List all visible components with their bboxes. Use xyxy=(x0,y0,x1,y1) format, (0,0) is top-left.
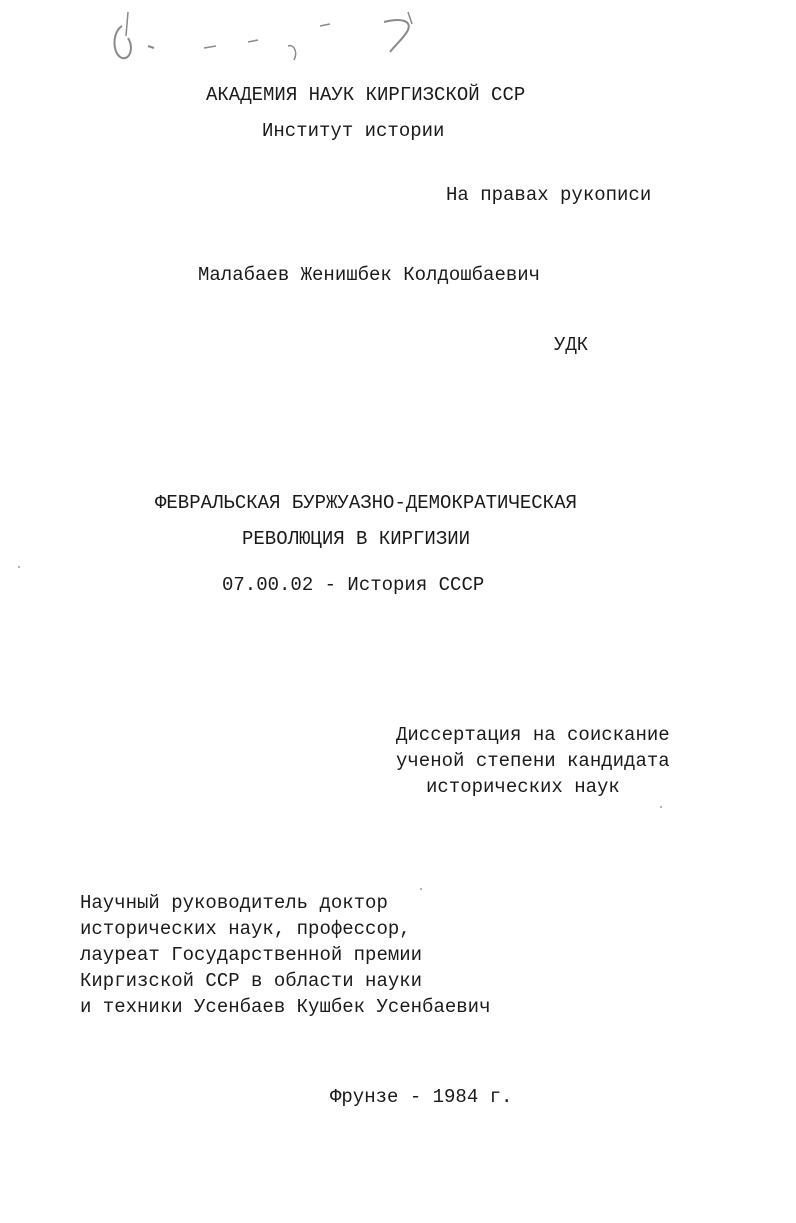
academy-name: АКАДЕМИЯ НАУК КИРГИЗСКОЙ ССР xyxy=(206,84,526,106)
dissertation-line-3: исторических наук xyxy=(426,776,620,798)
udc-label: УДК xyxy=(554,334,589,356)
supervisor-line-4: Киргизской ССР в области науки xyxy=(80,970,423,992)
scan-speck xyxy=(420,888,422,890)
specialty-code: 07.00.02 - История СССР xyxy=(222,574,485,596)
institute-name: Институт истории xyxy=(262,120,445,142)
title-line-2: РЕВОЛЮЦИЯ В КИРГИЗИИ xyxy=(242,528,471,550)
manuscript-note: На правах рукописи xyxy=(446,184,652,206)
dissertation-line-2: ученой степени кандидата xyxy=(396,750,670,772)
scan-speck xyxy=(18,566,20,568)
title-line-1: ФЕВРАЛЬСКАЯ БУРЖУАЗНО-ДЕМОКРАТИЧЕСКАЯ xyxy=(155,492,577,514)
city-year: Фрунзе - 1984 г. xyxy=(330,1086,513,1108)
supervisor-line-3: лауреат Государственной премии xyxy=(80,944,423,966)
author-name: Малабаев Женишбек Колдошбаевич xyxy=(198,264,541,286)
supervisor-line-2: исторических наук, профессор, xyxy=(80,918,411,940)
supervisor-line-1: Научный руководитель доктор xyxy=(80,892,388,914)
scan-speck xyxy=(660,806,662,808)
handwritten-scribble xyxy=(108,8,438,68)
dissertation-line-1: Диссертация на соискание xyxy=(396,724,670,746)
supervisor-line-5: и техники Усенбаев Кушбек Усенбаевич xyxy=(80,996,491,1018)
